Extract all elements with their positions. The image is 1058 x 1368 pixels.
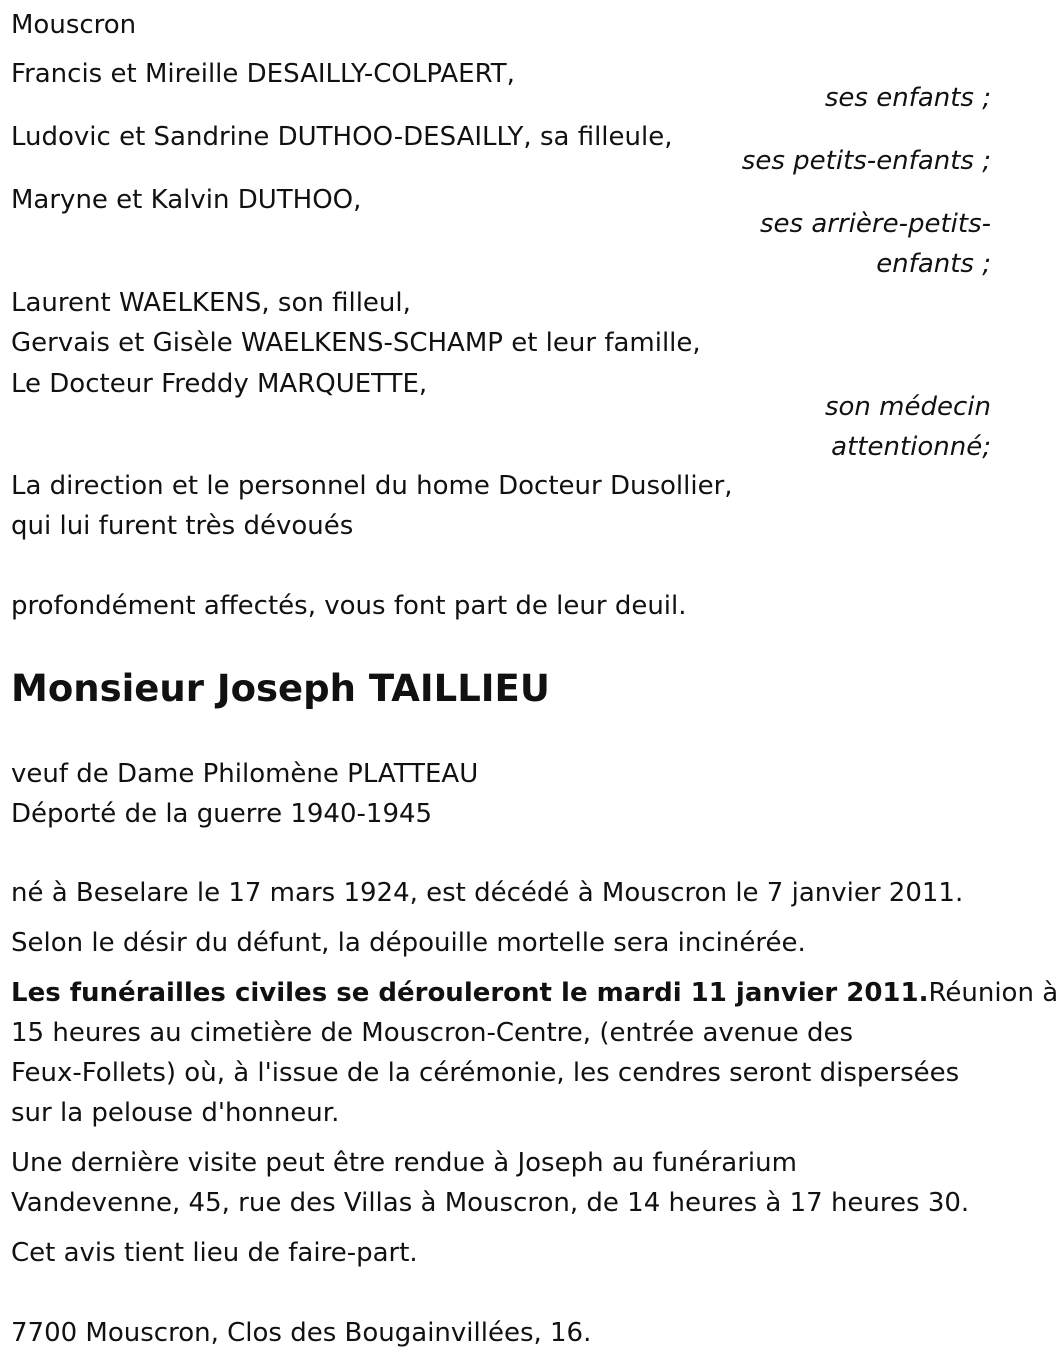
funeral-reunion: Réunion à xyxy=(928,978,1058,1008)
city-header: Mouscron xyxy=(11,10,137,40)
funeral-line-2: 15 heures au cimetière de Mouscron-Centre, (entrée avenue des xyxy=(11,1018,854,1048)
notice-line: Cet avis tient lieu de faire-part. xyxy=(11,1238,418,1268)
visit-line-2: Vandevenne, 45, rue des Villas à Mouscron, de 14 heures à 17 heures 30. xyxy=(11,1188,970,1218)
relation-children: ses enfants ; xyxy=(824,83,991,113)
relation-great-grandchildren-1: ses arrière-petits- xyxy=(760,209,991,239)
visit-line-1: Une dernière visite peut être rendue à Joseph au funérarium xyxy=(11,1148,797,1178)
relation-doctor-2: attentionné; xyxy=(831,432,991,462)
funeral-line-4: sur la pelouse d'honneur. xyxy=(11,1098,340,1128)
address-line: 7700 Mouscron, Clos des Bougainvillées, 16. xyxy=(11,1318,592,1348)
cremation-line: Selon le désir du défunt, la dépouille mortelle sera incinérée. xyxy=(11,928,806,958)
deported-line: Déporté de la guerre 1940-1945 xyxy=(11,799,433,829)
funeral-date-bold: Les funérailles civiles se dérouleront le mardi 11 janvier 2011. xyxy=(11,978,929,1008)
deceased-name: Monsieur Joseph TAILLIEU xyxy=(11,667,550,710)
relation-doctor-1: son médecin xyxy=(824,392,991,422)
other-line-doctor: Le Docteur Freddy MARQUETTE, xyxy=(11,369,428,399)
birth-death-line: né à Beselare le 17 mars 1924, est décédé à Mouscron le 7 janvier 2011. xyxy=(11,878,964,908)
widow-line: veuf de Dame Philomène PLATTEAU xyxy=(11,759,479,789)
other-line-godson: Laurent WAELKENS, son filleul, xyxy=(11,288,411,318)
home-line-2: qui lui furent très dévoués xyxy=(11,511,354,541)
home-line-1: La direction et le personnel du home Docteur Dusollier, xyxy=(11,471,733,501)
announcement-text: profondément affectés, vous font part de leur deuil. xyxy=(11,591,687,621)
funeral-line-3: Feux-Follets) où, à l'issue de la cérémonie, les cendres seront dispersées xyxy=(11,1058,960,1088)
funeral-line-1 xyxy=(11,977,1058,1009)
relation-grandchildren: ses petits-enfants ; xyxy=(741,146,991,176)
family-line-children: Francis et Mireille DESAILLY-COLPAERT, xyxy=(11,59,515,89)
relation-great-grandchildren-2: enfants ; xyxy=(876,249,991,279)
family-line-great-grandchildren: Maryne et Kalvin DUTHOO, xyxy=(11,185,362,215)
other-line-waelkens-family: Gervais et Gisèle WAELKENS-SCHAMP et leur famille, xyxy=(11,328,701,358)
family-line-grandchildren: Ludovic et Sandrine DUTHOO-DESAILLY, sa filleule, xyxy=(11,122,673,152)
